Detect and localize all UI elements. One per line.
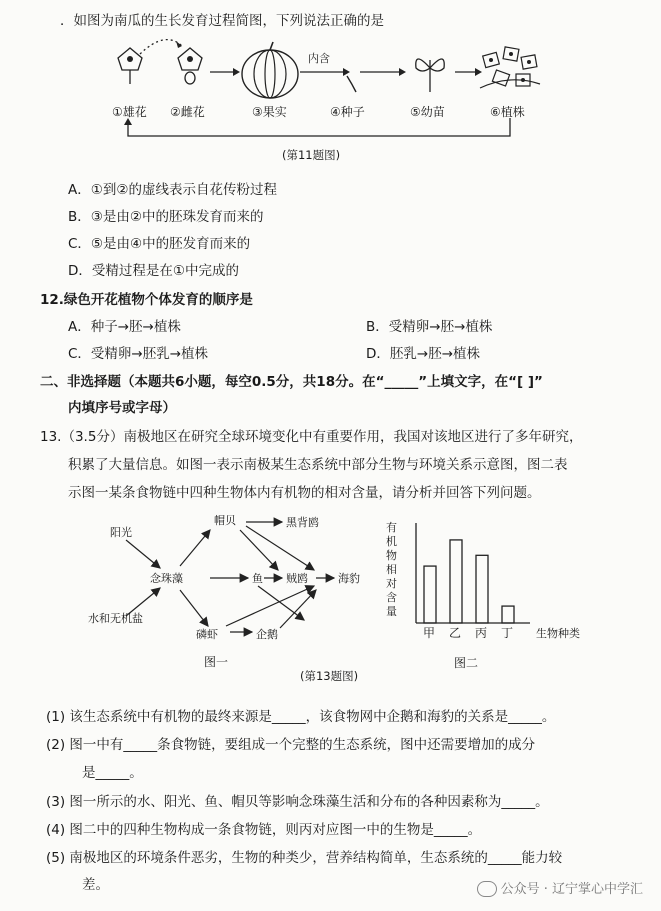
q13-sub2: (2) 图一中有_____条食物链，要组成一个完整的生态系统，图中还需要增加的成分 [46, 737, 536, 753]
chart-ylabel-1: 有 [386, 521, 397, 534]
watermark-text: 公众号 · 辽宁掌心中学汇 [500, 881, 643, 897]
q13-figure-caption: (第13题图) [300, 669, 359, 683]
node-seal: 海豹 [338, 572, 360, 585]
node-limpet: 帽贝 [214, 514, 236, 527]
chart-xlabel: 生物种类 [536, 627, 580, 640]
q11-option-c: C．⑤是由④中的胚发育而来的 [68, 236, 251, 252]
node-black-backed-gull: 黑背鸥 [286, 516, 319, 529]
q13-sub2-cont: 是_____。 [82, 765, 143, 781]
q13-intro-line3: 示图一某条食物链中四种生物体内有机物的相对含量，请分析并回答下列问题。 [68, 485, 541, 501]
q13-sub5: (5) 南极地区的环境条件恶劣，生物的种类少，营养结构简单，生态系统的_____能力较 [46, 850, 563, 866]
seed-icon [347, 76, 356, 92]
chart-ylabel-5: 对 [386, 577, 397, 590]
watermark [477, 878, 643, 898]
chart-ylabel-6: 含 [386, 591, 397, 604]
q11-stem: ．如图为南瓜的生长发育过程简图，下列说法正确的是 [60, 13, 384, 29]
male-flower-icon [118, 48, 142, 84]
section2-heading-cont: 内填序号或字母） [68, 400, 176, 416]
q13-sub5-cont: 差。 [82, 877, 109, 893]
q11-figure-caption: (第11题图) [282, 148, 341, 162]
label-seedling: ⑤幼苗 [410, 105, 445, 119]
q12-option-d: D．胚乳→胚→植株 [366, 346, 481, 362]
q12-option-b: B．受精卵→胚→植株 [366, 319, 493, 335]
label-fruit: ③果实 [252, 105, 287, 119]
node-water-minerals: 水和无机盐 [88, 612, 143, 625]
chart-ylabel-3: 物 [386, 549, 397, 562]
q13-sub1: (1) 该生态系统中有机物的最终来源是_____，该食物网中企鹅和海豹的关系是_____。 [46, 709, 556, 725]
seedling-icon [416, 59, 444, 92]
female-flower-icon [178, 48, 202, 84]
tick-label-丙: 丙 [475, 626, 488, 640]
bar-甲 [424, 566, 436, 623]
q13-intro-line1: 13.（3.5分）南极地区在研究全球环境变化中有重要作用，我国对该地区进行了多年研究， [40, 429, 583, 445]
wechat-icon [477, 881, 497, 897]
pollination-dashed-arrow [140, 40, 182, 54]
q13-sub3: (3) 图一所示的水、阳光、鱼、帽贝等影响念珠藻生活和分布的各种因素称为_____。 [46, 794, 549, 810]
fig2-caption: 图二 [454, 656, 479, 670]
q12-stem: 12.绿色开花植物个体发育的顺序是 [40, 292, 253, 308]
tick-label-甲: 甲 [423, 626, 436, 640]
organic-matter-bar-chart [380, 515, 610, 675]
label-female-flower: ②雌花 [170, 105, 205, 119]
tick-label-丁: 丁 [501, 626, 514, 640]
pumpkin-fruit-icon [242, 42, 298, 98]
tick-label-乙: 乙 [449, 626, 462, 640]
chart-ylabel-2: 机 [386, 535, 397, 548]
q13-intro-line2: 积累了大量信息。如图一表示南极某生态系统中部分生物与环境关系示意图，图二表 [68, 457, 568, 473]
q13-sub4: (4) 图二中的四种生物构成一条食物链，则丙对应图一中的生物是_____。 [46, 822, 482, 838]
food-web-diagram [80, 510, 400, 670]
bar-丙 [476, 555, 488, 623]
q11-option-a: A．①到②的虚线表示自花传粉过程 [68, 182, 277, 198]
q11-option-d: D．受精过程是在①中完成的 [68, 263, 239, 279]
fig1-caption: 图一 [204, 655, 229, 669]
node-sunlight: 阳光 [110, 526, 132, 539]
node-skua: 贼鸥 [286, 572, 308, 585]
q11-option-b: B．③是由②中的胚珠发育而来的 [68, 209, 264, 225]
q12-option-a: A．种子→胚→植株 [68, 319, 181, 335]
node-nostoc: 念珠藻 [150, 572, 183, 585]
bar-乙 [450, 540, 462, 623]
label-plant: ⑥植株 [490, 105, 525, 119]
node-krill: 磷虾 [196, 628, 218, 641]
q12-option-c: C．受精卵→胚乳→植株 [68, 346, 209, 362]
arrow-label-contains: 内含 [308, 52, 330, 65]
chart-ylabel-4: 相 [386, 563, 397, 576]
mature-plant-icon [480, 47, 540, 88]
node-fish: 鱼 [252, 572, 263, 585]
label-seed: ④种子 [330, 105, 365, 119]
label-male-flower: ①雄花 [112, 105, 147, 119]
bar-丁 [502, 606, 514, 623]
pumpkin-lifecycle-figure [0, 32, 661, 152]
node-penguin: 企鹅 [256, 628, 278, 641]
chart-ylabel-7: 量 [386, 605, 397, 618]
section2-heading: 二、非选择题（本题共6小题，每空0.5分，共18分。在“_____”上填文字，在“[ ]” [40, 374, 543, 390]
